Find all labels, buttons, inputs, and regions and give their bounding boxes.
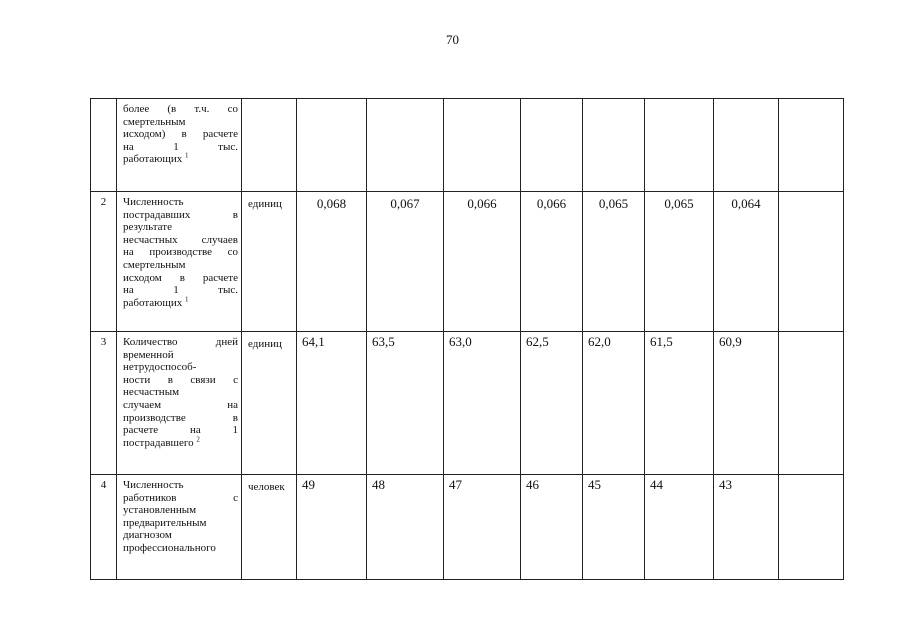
indicator-line: на 1 тыс.: [123, 284, 238, 297]
value-cell: [367, 99, 444, 192]
indicator-line: на 1 тыс.: [123, 140, 238, 153]
value-cell: 0,064: [714, 192, 779, 332]
indicator-last-text: профессионального: [123, 541, 216, 554]
row-number: 2: [91, 192, 117, 332]
indicator-line: установленным: [123, 504, 197, 517]
value-cell: [297, 99, 367, 192]
indicator-line: несчастных случаев: [123, 233, 238, 246]
indicator-line: диагнозом: [123, 529, 172, 542]
indicator-line-last: [123, 297, 238, 310]
value-cell: 0,065: [583, 192, 645, 332]
value-cell: 46: [521, 475, 583, 580]
value-cell: [779, 99, 844, 192]
row-number: [91, 99, 117, 192]
indicator-line: случаем на: [123, 398, 238, 411]
value-cell: [444, 99, 521, 192]
footnote-marker: 1: [184, 295, 189, 304]
indicator-line: результате: [123, 221, 172, 234]
value-cell: 0,067: [367, 192, 444, 332]
value-cell: 44: [645, 475, 714, 580]
value-cell: 61,5: [645, 332, 714, 475]
value-cell: [779, 332, 844, 475]
indicator-line: производстве в: [123, 411, 238, 424]
indicator-line: предварительным: [123, 516, 207, 529]
table-body: [91, 99, 844, 580]
table-row: [91, 332, 844, 475]
value-cell: 63,0: [444, 332, 521, 475]
indicator-last-text: работающих: [123, 153, 183, 166]
unit-cell: [242, 99, 297, 192]
value-cell: 43: [714, 475, 779, 580]
indicator-cell: [117, 192, 242, 332]
indicator-line: смертельным: [123, 258, 186, 271]
indicator-line: смертельным: [123, 115, 186, 128]
indicator-line-last: [123, 542, 238, 555]
value-cell: 62,5: [521, 332, 583, 475]
indicator-line: исходом в расчете: [123, 271, 238, 284]
value-cell: 0,068: [297, 192, 367, 332]
value-cell: [583, 99, 645, 192]
indicator-line-last: [123, 153, 238, 166]
page-number: 70: [446, 32, 459, 47]
indicator-line: пострадавших в: [123, 208, 238, 221]
table-row: [91, 475, 844, 580]
value-cell: 0,066: [521, 192, 583, 332]
indicator-cell: [117, 475, 242, 580]
value-cell: 45: [583, 475, 645, 580]
row-number: 4: [91, 475, 117, 580]
indicator-line-last: [123, 437, 238, 450]
value-cell: 0,066: [444, 192, 521, 332]
indicator-line: Количество дней: [123, 336, 238, 348]
indicator-line: ности в связи с: [123, 373, 238, 386]
indicator-line: нетрудоспособ-: [123, 361, 197, 374]
value-cell: [779, 475, 844, 580]
value-cell: [714, 99, 779, 192]
indicator-cell: [117, 332, 242, 475]
indicator-line: Численность: [123, 479, 184, 491]
value-cell: 0,065: [645, 192, 714, 332]
footnote-marker: 1: [184, 151, 189, 160]
table-row: [91, 192, 844, 332]
value-cell: [779, 192, 844, 332]
indicator-line: несчастным: [123, 386, 180, 399]
footnote-marker: 2: [196, 435, 200, 444]
indicator-line: расчете на 1: [123, 424, 238, 437]
indicator-cell: [117, 99, 242, 192]
value-cell: [521, 99, 583, 192]
indicator-line: работников с: [123, 491, 238, 504]
indicator-line: временной: [123, 348, 174, 361]
value-cell: 48: [367, 475, 444, 580]
indicator-line: на производстве со: [123, 246, 238, 259]
indicator-last-text: пострадавшего: [123, 436, 194, 449]
value-cell: 47: [444, 475, 521, 580]
value-cell: 62,0: [583, 332, 645, 475]
indicator-line: исходом) в расчете: [123, 128, 238, 141]
unit-cell: человек: [242, 475, 297, 580]
value-cell: 64,1: [297, 332, 367, 475]
indicator-line: Численность: [123, 196, 184, 208]
unit-cell: единиц: [242, 332, 297, 475]
value-cell: 60,9: [714, 332, 779, 475]
value-cell: 63,5: [367, 332, 444, 475]
indicator-line: более (в т.ч. со: [123, 103, 238, 115]
unit-cell: единиц: [242, 192, 297, 332]
value-cell: 49: [297, 475, 367, 580]
row-number: 3: [91, 332, 117, 475]
indicator-table: [90, 98, 844, 580]
table-row: [91, 99, 844, 192]
indicator-last-text: работающих: [123, 296, 183, 309]
value-cell: [645, 99, 714, 192]
